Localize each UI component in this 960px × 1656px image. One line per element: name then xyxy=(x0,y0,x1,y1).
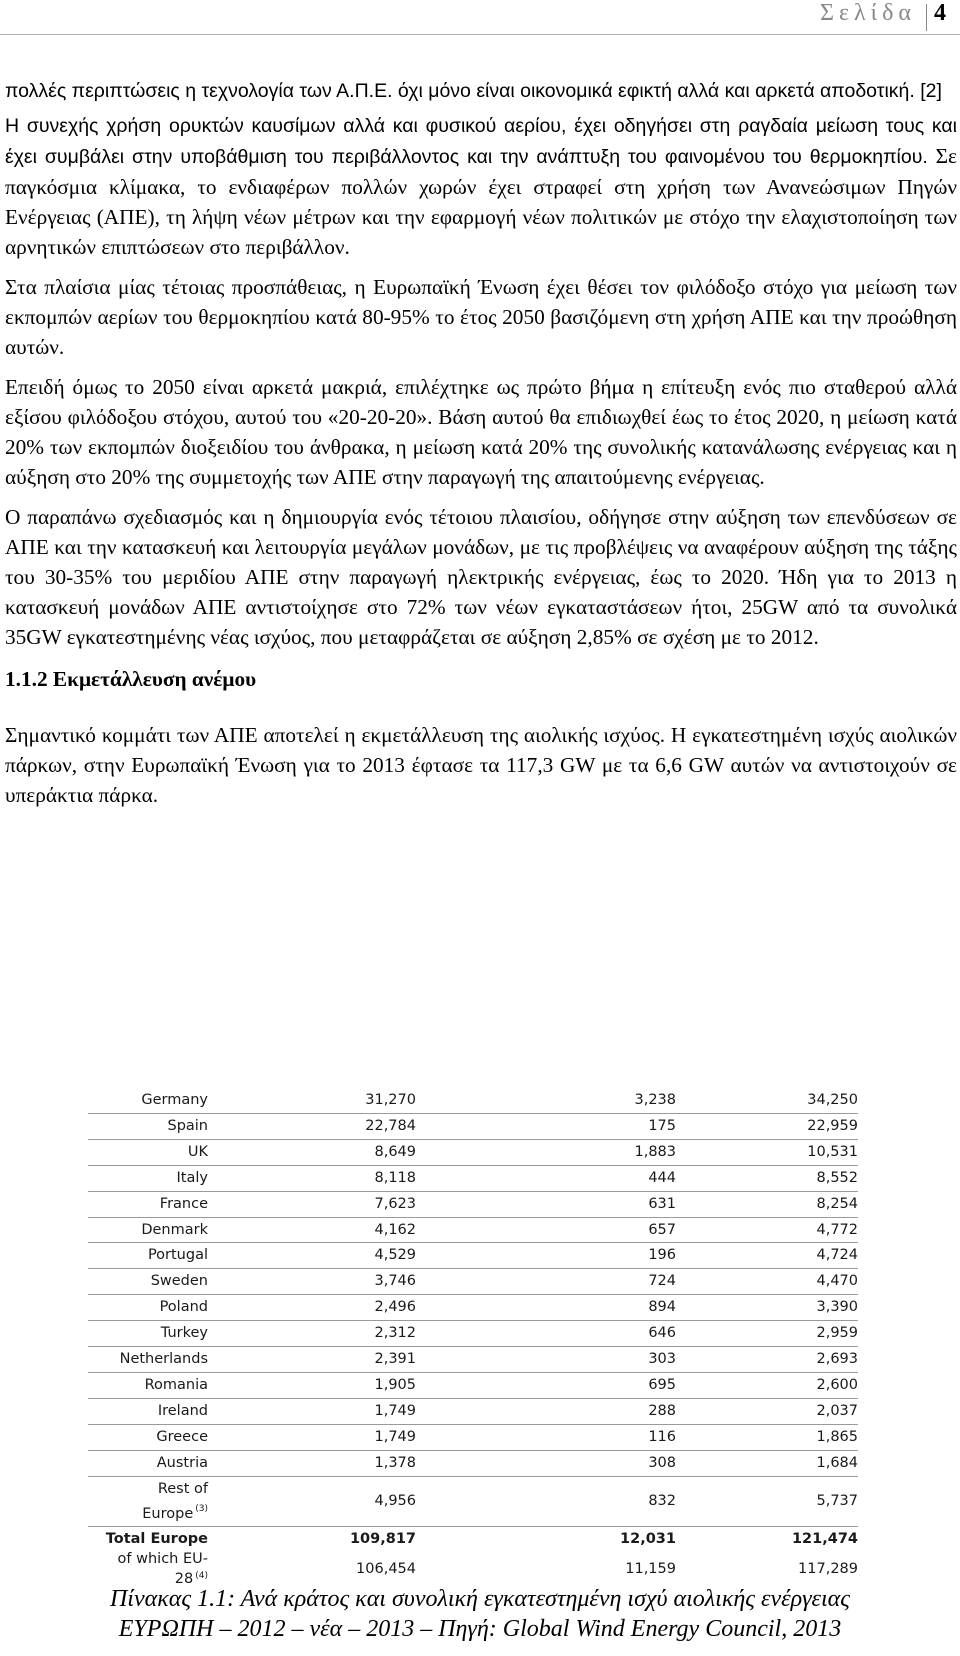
value-2012: 3,746 xyxy=(216,1269,416,1295)
total-row xyxy=(88,1527,858,1550)
value-2012: 22,784 xyxy=(216,1113,416,1139)
value-new-2013: 695 xyxy=(416,1372,676,1398)
table-caption xyxy=(0,1584,960,1644)
caption-line-1: Πίνακας 1.1: Ανά κράτος και συνολική εγκατεστημένη ισχύ αιολικής ενέργειας xyxy=(109,1586,851,1612)
value-2012: 8,649 xyxy=(216,1139,416,1165)
paragraph-2-part-a: Η συνεχής χρήση ορυκτών καυσίμων αλλά και φυσικού αερίου, έχει οδηγήσει στη ραγδαία μείωση τους και έχει συμβάλει στην υποβάθμιση του περιβάλλοντος και την ανάπτυξη του φαινομένου του θερμοκηπίου. xyxy=(5,115,957,168)
country-cell xyxy=(88,1191,216,1217)
value-new-2013: 175 xyxy=(416,1113,676,1139)
country-cell xyxy=(88,1347,216,1373)
country-cell xyxy=(88,1424,216,1450)
country-name: Spain xyxy=(167,1117,208,1134)
value-2012: 1,378 xyxy=(216,1450,416,1476)
country-name: Netherlands xyxy=(119,1351,208,1368)
country-cell xyxy=(88,1269,216,1295)
value-2013: 4,724 xyxy=(676,1243,858,1269)
country-cell xyxy=(88,1450,216,1476)
value-2013: 2,693 xyxy=(676,1347,858,1373)
eu-new-2013: 11,159 xyxy=(625,1561,676,1578)
total-2013: 121,474 xyxy=(791,1531,858,1548)
total-label: Total Europe xyxy=(105,1531,208,1548)
table-row xyxy=(88,1347,858,1373)
table-row xyxy=(88,1450,858,1476)
table-row xyxy=(88,1398,858,1424)
value-2013: 10,531 xyxy=(676,1139,858,1165)
value-new-2013: 894 xyxy=(416,1295,676,1321)
country-name: Turkey xyxy=(160,1325,208,1342)
country-cell xyxy=(88,1398,216,1424)
country-cell xyxy=(88,1476,216,1527)
value-2013: 2,959 xyxy=(676,1321,858,1347)
value-2012: 4,956 xyxy=(216,1476,416,1527)
table-row xyxy=(88,1243,858,1269)
value-new-2013: 724 xyxy=(416,1269,676,1295)
page-label: Σελίδα xyxy=(819,0,916,26)
header-separator xyxy=(926,4,927,31)
country-name: Italy xyxy=(176,1169,208,1186)
table-row xyxy=(88,1476,858,1527)
value-new-2013: 303 xyxy=(416,1347,676,1373)
paragraph-1: πολλές περιπτώσεις η τεχνολογία των Α.Π.Ε. όχι μόνο είναι οικονομικά εφικτή αλλά και αρκετά αποδοτική. [2] xyxy=(5,80,942,102)
document-body xyxy=(5,76,957,820)
table-body xyxy=(88,1088,858,1589)
value-2012: 2,312 xyxy=(216,1321,416,1347)
value-2012: 31,270 xyxy=(216,1088,416,1113)
value-2012: 8,118 xyxy=(216,1165,416,1191)
country-name: France xyxy=(159,1195,208,1212)
value-new-2013: 1,883 xyxy=(416,1139,676,1165)
value-new-2013: 308 xyxy=(416,1450,676,1476)
eu-2013: 117,289 xyxy=(798,1561,858,1578)
table-row xyxy=(88,1321,858,1347)
value-new-2013: 631 xyxy=(416,1191,676,1217)
value-2013: 34,250 xyxy=(676,1088,858,1113)
capacity-table xyxy=(88,1088,858,1589)
value-2013: 4,772 xyxy=(676,1217,858,1243)
paragraph-4: Επειδή όμως το 2050 είναι αρκετά μακριά, επιλέχτηκε ως πρώτο βήμα η επίτευξη ενός πιο σταθερού αλλά εξίσου φιλόδοξου στόχου, αυτού του «20-20-20». Βάση αυτού θα επιδιωχθεί έως το έτος 2020, η μείωση κατά 20% των εκπομπών διοξειδίου του άνθρακα, η μείωση κατά 20% της συνολικής κατανάλωσης ενέργειας και η αύξηση στο 20% της συμμετοχής των ΑΠΕ στην παραγωγή της απαιτούμενης ενέργειας. xyxy=(5,375,957,489)
value-2013: 5,737 xyxy=(676,1476,858,1527)
paragraph-5: Ο παραπάνω σχεδιασμός και η δημιουργία ενός τέτοιου πλαισίου, οδήγησε στην αύξηση των επενδύσεων σε ΑΠΕ και την κατασκευή και λειτουργία μεγάλων μονάδων, με τις προβλέψεις να αναφέρουν αύξηση της τάξης του 30-35% του μεριδίου ΑΠΕ στην παραγωγή ηλεκτρικής ενέργειας, έως το 2020. Ήδη για το 2013 η κατασκευή μονάδων ΑΠΕ αντιστοίχησε στο 72% των νέων εγκαταστάσεων ήτοι, 25GW από τα συνολικά 35GW εγκατεστημένης νέας ισχύος, που μεταφράζεται σε αύξηση 2,85% σε σχέση με το 2012. xyxy=(5,505,957,649)
value-2013: 3,390 xyxy=(676,1295,858,1321)
country-name: Romania xyxy=(144,1376,208,1393)
table-row xyxy=(88,1139,858,1165)
caption-line-2: ΕΥΡΩΠΗ – 2012 – νέα – 2013 – Πηγή: Global Wind Energy Council, 2013 xyxy=(118,1616,842,1642)
country-name: Greece xyxy=(156,1428,208,1445)
country-cell xyxy=(88,1295,216,1321)
table-row xyxy=(88,1295,858,1321)
value-2013: 2,037 xyxy=(676,1398,858,1424)
value-2012: 1,905 xyxy=(216,1372,416,1398)
page-header xyxy=(0,0,960,38)
country-name: Rest of Europe xyxy=(142,1480,208,1522)
value-2012: 7,623 xyxy=(216,1191,416,1217)
value-new-2013: 196 xyxy=(416,1243,676,1269)
value-2013: 2,600 xyxy=(676,1372,858,1398)
value-new-2013: 657 xyxy=(416,1217,676,1243)
table-row xyxy=(88,1165,858,1191)
country-name: Germany xyxy=(141,1092,208,1108)
country-name: UK xyxy=(187,1143,208,1160)
value-2013: 8,254 xyxy=(676,1191,858,1217)
paragraph-3: Στα πλαίσια μίας τέτοιας προσπάθειας, η Ευρωπαϊκή Ένωση έχει θέσει τον φιλόδοξο στόχο για μείωση των εκπομπών αερίων του θερμοκηπίου κατά 80-95% το έτος 2050 βασιζόμενη στη χρήση ΑΠΕ και την προώθηση αυτών. xyxy=(5,275,957,359)
paragraph-2 xyxy=(5,110,957,262)
value-2012: 1,749 xyxy=(216,1424,416,1450)
country-name: Ireland xyxy=(157,1402,208,1419)
value-2013: 4,470 xyxy=(676,1269,858,1295)
value-2012: 2,391 xyxy=(216,1347,416,1373)
country-cell xyxy=(88,1217,216,1243)
country-name: Portugal xyxy=(147,1247,208,1264)
wind-capacity-table xyxy=(88,1088,858,1589)
value-new-2013: 646 xyxy=(416,1321,676,1347)
header-rule xyxy=(0,34,960,35)
total-new-2013: 12,031 xyxy=(620,1531,676,1548)
country-cell xyxy=(88,1113,216,1139)
paragraph-2-part-b: Σε παγκόσμια κλίμακα, το ενδιαφέρων πολλών χωρών έχει στραφεί στη χρήση των Ανανεώσιμων Πηγών Ενέργειας (ΑΠΕ), τη λήψη νέων μέτρων και την εφαρμογή νέων πολιτικών με στόχο την ελαχιστοποίηση των αρνητικών επιπτώσεων στο περιβάλλον. xyxy=(5,144,958,259)
footnote-marker: (3) xyxy=(195,1503,208,1514)
table-row xyxy=(88,1372,858,1398)
value-2013: 8,552 xyxy=(676,1165,858,1191)
value-new-2013: 444 xyxy=(416,1165,676,1191)
footnote-marker: (4) xyxy=(195,1571,208,1582)
value-2012: 4,529 xyxy=(216,1243,416,1269)
table-row xyxy=(88,1113,858,1139)
country-cell xyxy=(88,1088,216,1113)
table-row xyxy=(88,1217,858,1243)
value-2013: 22,959 xyxy=(676,1113,858,1139)
value-new-2013: 116 xyxy=(416,1424,676,1450)
table-row xyxy=(88,1269,858,1295)
value-2012: 1,749 xyxy=(216,1398,416,1424)
table-row xyxy=(88,1088,858,1113)
page-number: 4 xyxy=(934,0,946,26)
country-cell xyxy=(88,1321,216,1347)
value-new-2013: 3,238 xyxy=(416,1088,676,1113)
country-cell xyxy=(88,1165,216,1191)
table-row xyxy=(88,1191,858,1217)
value-2012: 2,496 xyxy=(216,1295,416,1321)
value-2013: 1,865 xyxy=(676,1424,858,1450)
country-name: Austria xyxy=(156,1454,208,1471)
value-2013: 1,684 xyxy=(676,1450,858,1476)
table-row xyxy=(88,1424,858,1450)
eu-2012: 106,454 xyxy=(356,1561,416,1578)
country-name: Denmark xyxy=(141,1221,208,1238)
country-cell xyxy=(88,1243,216,1269)
country-name: Poland xyxy=(159,1299,208,1316)
value-new-2013: 832 xyxy=(416,1476,676,1527)
section-heading: 1.1.2 Εκμετάλλευση ανέμου xyxy=(5,667,257,691)
country-cell xyxy=(88,1372,216,1398)
country-name: Sweden xyxy=(150,1273,208,1290)
eu-label: of which EU-28 xyxy=(117,1551,208,1588)
value-2012: 4,162 xyxy=(216,1217,416,1243)
value-new-2013: 288 xyxy=(416,1398,676,1424)
total-2012: 109,817 xyxy=(349,1531,416,1548)
paragraph-6: Σημαντικό κομμάτι των ΑΠΕ αποτελεί η εκμετάλλευση της αιολικής ισχύος. Η εγκατεστημένη ισχύς αιολικών πάρκων, στην Ευρωπαϊκή Ένωση για το 2013 έφτασε τα 117,3 GW με τα 6,6 GW αυτών να αντιστοιχούν σε υπεράκτια πάρκα. xyxy=(5,723,957,807)
country-cell xyxy=(88,1139,216,1165)
